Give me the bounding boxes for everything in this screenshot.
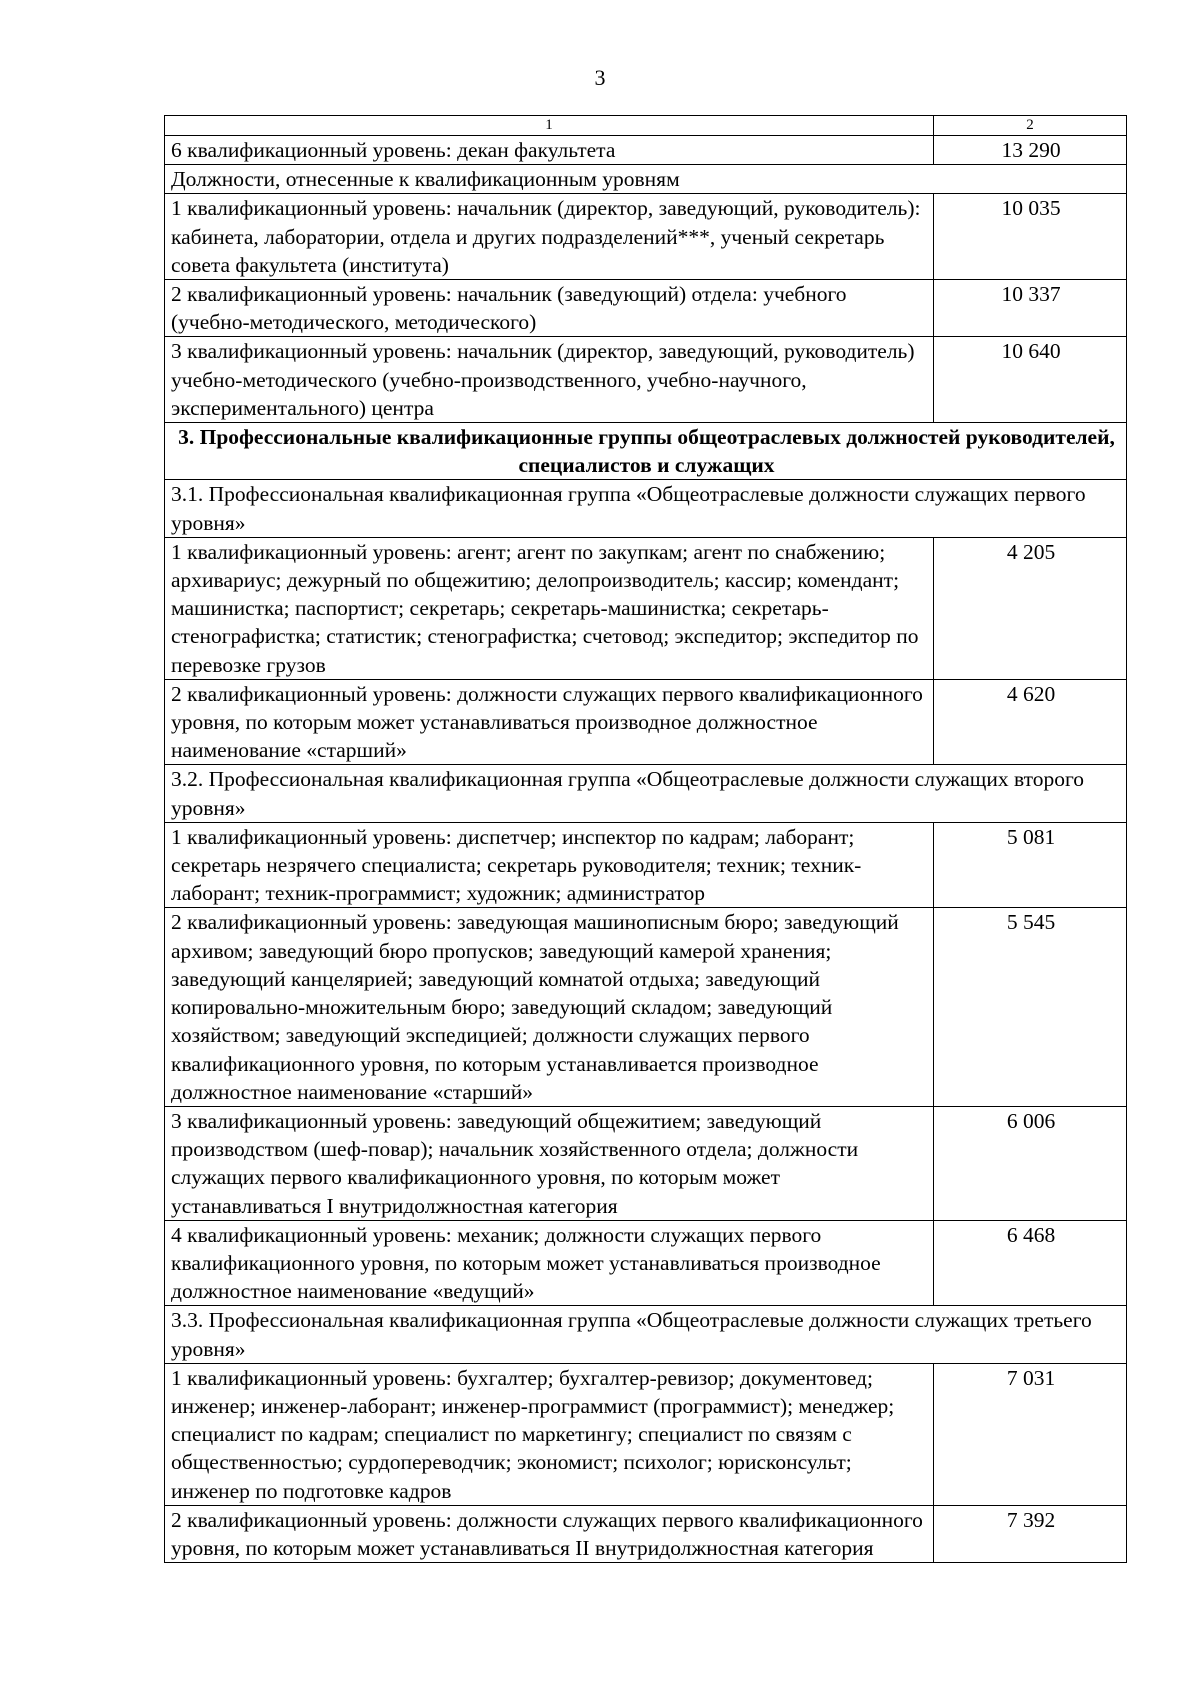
table-row — [165, 1106, 1127, 1220]
level-name: 1 квалификационный уровень: начальник (директор, заведующий, руководитель): кабинета, лаборатории, отдела и других подразделений***, ученый секретарь совета факультета (института) — [165, 194, 934, 280]
salary-value: 13 290 — [934, 136, 1127, 165]
level-name: 2 квалификационный уровень: начальник (заведующий) отдела: учебного (учебно-методического, методического) — [165, 280, 934, 337]
salary-value: 10 035 — [934, 194, 1127, 280]
salary-value: 7 031 — [934, 1363, 1127, 1505]
subheading: Должности, отнесенные к квалификационным уровням — [165, 165, 1127, 194]
table-row — [165, 1220, 1127, 1306]
column-number-2: 2 — [934, 116, 1127, 136]
table-row — [165, 165, 1127, 194]
salary-value: 4 205 — [934, 537, 1127, 679]
group-heading: 3.3. Профессиональная квалификационная группа «Общеотраслевые должности служащих третьего уровня» — [165, 1306, 1127, 1363]
table-row — [165, 423, 1127, 480]
level-name: 3 квалификационный уровень: начальник (директор, заведующий, руководитель) учебно-методического (учебно-производственного, учебно-научного, экспериментального) центра — [165, 337, 934, 423]
page-number: 3 — [594, 65, 606, 90]
group-heading: 3.2. Профессиональная квалификационная группа «Общеотраслевые должности служащих второго уровня» — [165, 765, 1127, 822]
salary-value: 10 337 — [934, 280, 1127, 337]
salary-value: 5 545 — [934, 908, 1127, 1106]
section-heading: 3. Профессиональные квалификационные группы общеотраслевых должностей руководителей, специалистов и служащих — [165, 423, 1127, 480]
level-name: 2 квалификационный уровень: должности служащих первого квалификационного уровня, по которым может устанавливаться производное должностное наименование «старший» — [165, 679, 934, 765]
table-row — [165, 280, 1127, 337]
level-name: 2 квалификационный уровень: заведующая машинописным бюро; заведующий архивом; заведующий бюро пропусков; заведующий камерой хранения; заведующий канцелярией; заведующий комнатой отдыха; заведующий копировально-множительным бюро; заведующий складом; заведующий хозяйством; заведующий экспедицией; должности служащих первого квалификационного уровня, по которым устанавливается производное должностное наименование «старший» — [165, 908, 934, 1106]
table-row — [165, 1306, 1127, 1363]
level-name: 1 квалификационный уровень: бухгалтер; бухгалтер-ревизор; документовед; инженер; инженер-лаборант; инженер-программист (программист); менеджер; специалист по кадрам; специалист по маркетингу; специалист по связям с общественностью; сурдопереводчик; экономист; психолог; юрисконсульт; инженер по подготовке кадров — [165, 1363, 934, 1505]
column-number-row — [165, 116, 1127, 136]
table-row — [165, 136, 1127, 165]
table-row — [165, 537, 1127, 679]
level-name: 2 квалификационный уровень: должности служащих первого квалификационного уровня, по которым может устанавливаться II внутридолжностная категория — [165, 1505, 934, 1562]
salary-value: 6 006 — [934, 1106, 1127, 1220]
salary-value: 6 468 — [934, 1220, 1127, 1306]
level-name: 6 квалификационный уровень: декан факультета — [165, 136, 934, 165]
column-number-1: 1 — [165, 116, 934, 136]
level-name: 1 квалификационный уровень: диспетчер; инспектор по кадрам; лаборант; секретарь незрячего специалиста; секретарь руководителя; техник; техник-лаборант; техник-программист; художник; администратор — [165, 822, 934, 908]
table-row — [165, 337, 1127, 423]
group-heading: 3.1. Профессиональная квалификационная группа «Общеотраслевые должности служащих первого уровня» — [165, 480, 1127, 537]
table-row — [165, 1505, 1127, 1562]
level-name: 3 квалификационный уровень: заведующий общежитием; заведующий производством (шеф-повар); начальник хозяйственного отдела; должности служащих первого квалификационного уровня, по которым может устанавливаться I внутридолжностная категория — [165, 1106, 934, 1220]
salary-table — [164, 115, 1127, 1563]
table-row — [165, 679, 1127, 765]
level-name: 4 квалификационный уровень: механик; должности служащих первого квалификационного уровня, по которым может устанавливаться производное должностное наименование «ведущий» — [165, 1220, 934, 1306]
table-row — [165, 822, 1127, 908]
salary-value: 10 640 — [934, 337, 1127, 423]
table-row — [165, 1363, 1127, 1505]
level-name: 1 квалификационный уровень: агент; агент по закупкам; агент по снабжению; архивариус; дежурный по общежитию; делопроизводитель; кассир; комендант; машинистка; паспортист; секретарь; секретарь-машинистка; секретарь-стенографистка; статистик; стенографистка; счетовод; экспедитор; экспедитор по перевозке грузов — [165, 537, 934, 679]
salary-value: 5 081 — [934, 822, 1127, 908]
table-row — [165, 194, 1127, 280]
salary-value: 4 620 — [934, 679, 1127, 765]
table-row — [165, 908, 1127, 1106]
salary-value: 7 392 — [934, 1505, 1127, 1562]
table-row — [165, 765, 1127, 822]
table-row — [165, 480, 1127, 537]
